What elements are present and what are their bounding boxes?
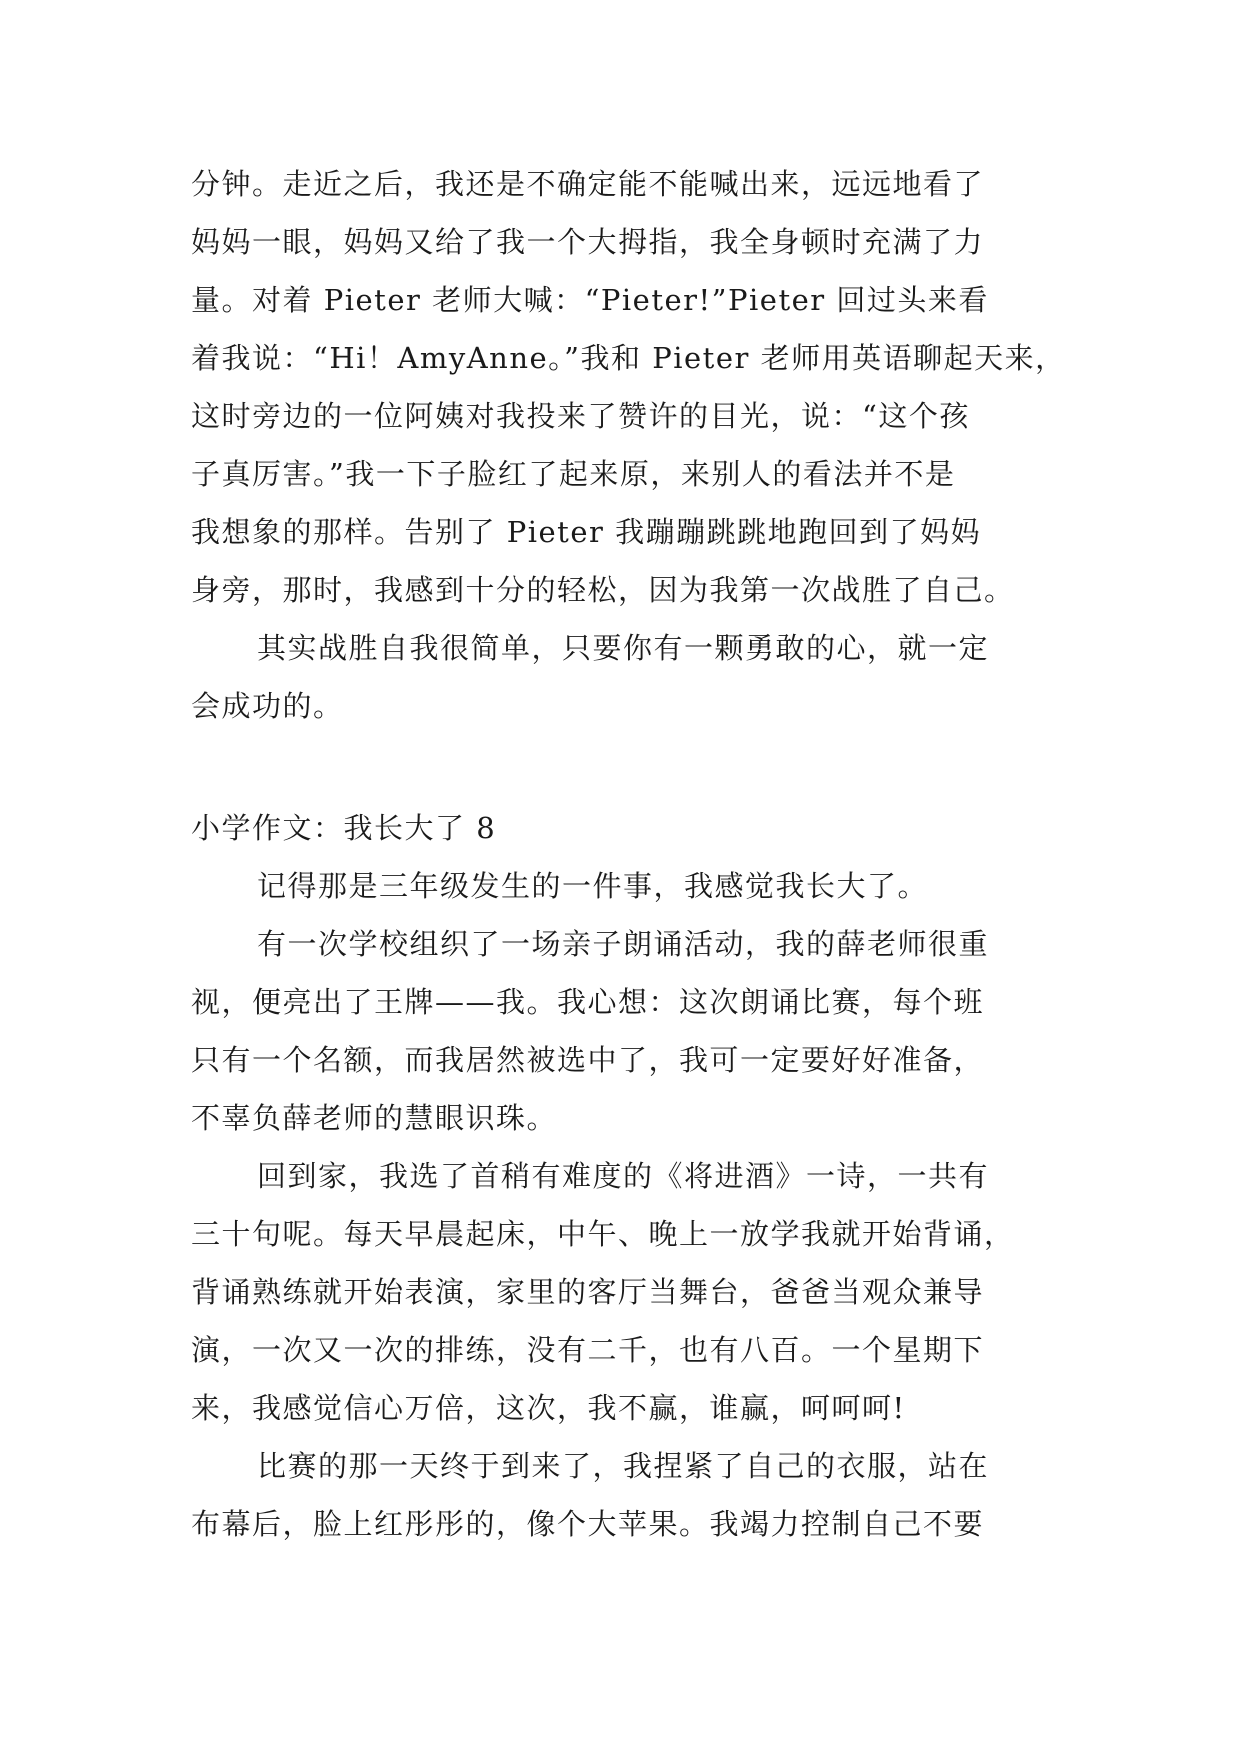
text-line: 背诵熟练就开始表演，家里的客厅当舞台，爸爸当观众兼导 [191,1275,985,1309]
essay-section [191,799,1061,1553]
paragraph-start-line: 有一次学校组织了一场亲子朗诵活动，我的薛老师很重 [257,927,990,961]
text-line: 视，便亮出了王牌——我。我心想：这次朗诵比赛，每个班 [191,985,985,1019]
text-line: 我想象的那样。告别了 Pieter 我蹦蹦跳跳地跑回到了妈妈 [191,515,982,549]
text-line: 身旁，那时，我感到十分的轻松，因为我第一次战胜了自己。 [191,573,1015,607]
text-line: 着我说：“Hi！AmyAnne。”我和 Pieter 老师用英语聊起天来， [191,341,1066,375]
text-line: 来，我感觉信心万倍，这次，我不赢，谁赢，呵呵呵! [191,1391,906,1425]
essay-continuation [191,155,1066,735]
text-line: 三十句呢。每天早晨起床，中午、晚上一放学我就开始背诵， [191,1217,1015,1251]
text-line: 只有一个名额，而我居然被选中了，我可一定要好好准备， [191,1043,985,1077]
text-line: 布幕后，脸上红彤彤的，像个大苹果。我竭力控制自己不要 [191,1507,985,1541]
paragraph-start-line: 比赛的那一天终于到来了，我捏紧了自己的衣服，站在 [257,1449,990,1483]
essay-title: 小学作文：我长大了 8 [191,811,497,845]
text-line: 这时旁边的一位阿姨对我投来了赞许的目光，说：“这个孩 [191,399,970,433]
paragraph-start-line: 记得那是三年级发生的一件事，我感觉我长大了。 [257,869,929,903]
paragraph-start-line: 回到家，我选了首稍有难度的《将进酒》一诗，一共有 [257,1159,990,1193]
text-line: 子真厉害。”我一下子脸红了起来原，来别人的看法并不是 [191,457,956,491]
text-line: 量。对着 Pieter 老师大喊：“Pieter!”Pieter 回过头来看 [191,283,989,317]
text-line: 妈妈一眼，妈妈又给了我一个大拇指，我全身顿时充满了力 [191,225,985,259]
text-line: 会成功的。 [191,689,344,723]
text-line: 演，一次又一次的排练，没有二千，也有八百。一个星期下 [191,1333,985,1367]
paragraph-start-line: 其实战胜自我很简单，只要你有一颗勇敢的心，就一定 [257,631,990,665]
text-line: 不辜负薛老师的慧眼识珠。 [191,1101,558,1135]
text-line: 分钟。走近之后，我还是不确定能不能喊出来，远远地看了 [191,167,985,201]
